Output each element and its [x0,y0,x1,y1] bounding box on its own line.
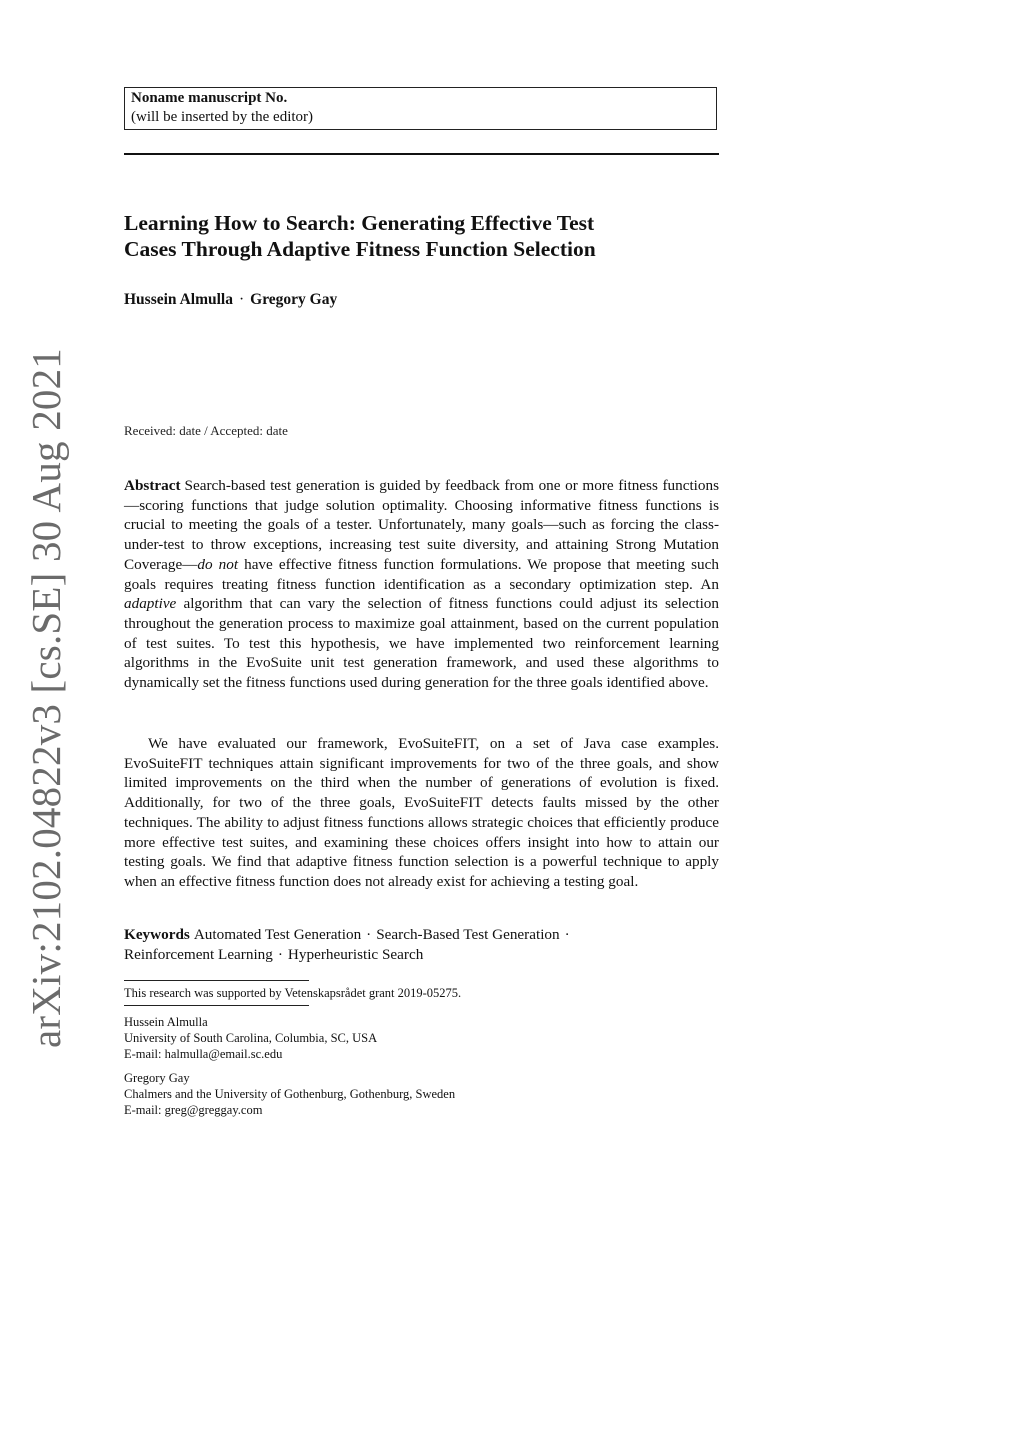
affiliation-email: E-mail: greg@greggay.com [124,1103,263,1117]
affiliation-name: Hussein Almulla [124,1015,208,1029]
author-name: Hussein Almulla [124,291,233,308]
title-line-2: Cases Through Adaptive Fitness Function Selection [124,237,596,261]
abstract-text: algorithm that can vary the selection of fitness functions could adjust its selection throughout the generation process to maximize goal attainment, based on the current population of test suites. To test this hypothesis, we have implemented two reinforcement learning algorithms in the EvoSuite unit test generation framework, and used these algorithms to dynamically set the fitness functions used during generation for the three goals identified above. [124,595,719,692]
affiliation-institution: Chalmers and the University of Gothenburg, Gothenburg, Sweden [124,1087,456,1101]
abstract-emphasis: do not [197,555,239,573]
affiliation-email: E-mail: halmulla@email.sc.edu [124,1047,283,1061]
abstract-emphasis: adaptive [124,595,177,613]
keywords-label: Keywords [124,926,190,943]
funding-footnote: This research was supported by Vetenskapsrådet grant 2019-05275. [124,986,462,1000]
keywords [124,925,714,965]
abstract-paragraph-1 [124,476,719,693]
affiliation-block [124,1070,455,1118]
manuscript-editor-note: (will be inserted by the editor) [131,109,314,125]
affiliation-block [124,1014,377,1062]
author-separator: · [238,291,245,308]
manuscript-box [124,87,717,130]
keyword-separator: · [366,926,372,943]
paper-title [124,210,724,262]
manuscript-number: Noname manuscript No. [131,90,288,106]
abstract-text: Search-based test generation is guided by feedback from one or more fitness functions—scoring functions that judge solution optimality. Choosing informative fitness functions is crucial to meeting the goals of a tester. Unfortunately, many goals—such as forcing the class-under-test to throw exceptions, increasing test suite diversity, and attaining Strong Mutation Coverage— [124,477,719,573]
abstract-label: Abstract [124,477,181,494]
footnote-rule [124,980,309,981]
title-line-1: Learning How to Search: Generating Effective Test [124,211,595,235]
affiliation-name: Gregory Gay [124,1071,190,1085]
arxiv-stamp: arXiv:2102.04822v3 [cs.SE] 30 Aug 2021 [23,348,69,1048]
received-accepted-dates: Received: date / Accepted: date [124,423,288,438]
keyword: Hyperheuristic Search [287,946,424,963]
abstract-paragraph-2: We have evaluated our framework, EvoSuiteFIT, on a set of Java case examples. EvoSuiteFIT techniques attain significant improvements for two of the three goals, and show limited improvements on the third when the number of generations of evolution is fixed. Additionally, for two of the three goals, EvoSuiteFIT detects faults missed by the other techniques. The ability to adjust fitness functions allows strategic choices that efficiently produce more effective test suites, and examining these choices offers insight into how to attain our testing goals. We find that adaptive fitness function selection is a powerful technique to apply when an effective fitness function does not already exist for achieving a testing goal. [124,735,719,890]
footnote-rule-lower [124,1005,309,1006]
keyword: Reinforcement Learning [124,946,273,963]
keyword: Automated Test Generation [193,926,362,943]
keyword-separator: · [277,946,283,963]
author-list [124,291,337,309]
affiliation-institution: University of South Carolina, Columbia, SC, USA [124,1031,378,1045]
keyword-separator: · [564,926,570,943]
author-name: Gregory Gay [250,291,338,308]
keyword: Search-Based Test Generation [376,926,560,943]
header-rule [124,153,719,155]
abstract-text: have effective fitness function formulations. We propose that meeting such goals requires treating fitness function identification as a secondary optimization step. An [124,555,719,593]
